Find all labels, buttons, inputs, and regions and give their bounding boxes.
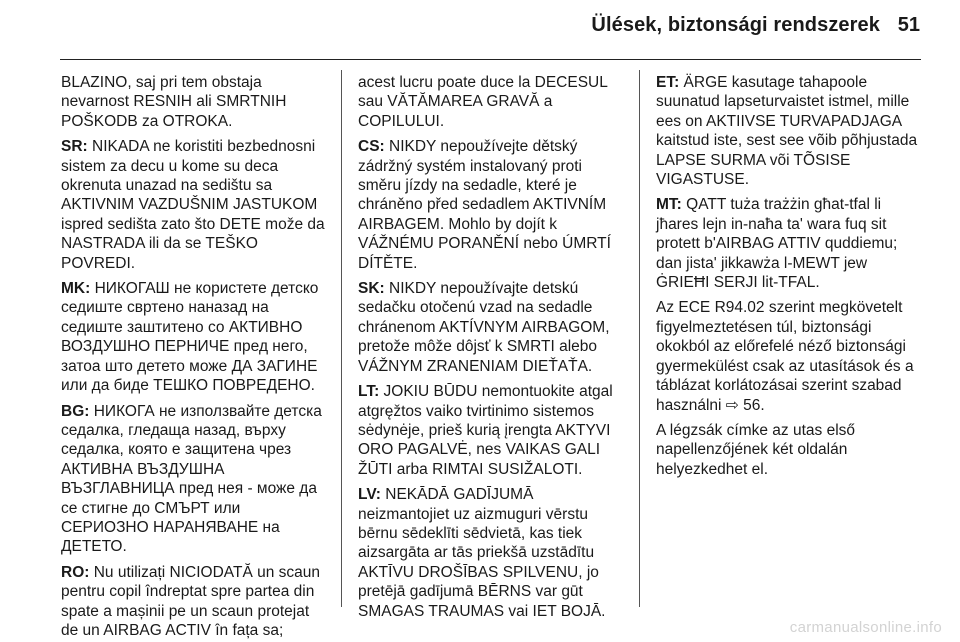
paragraph-text: НИКОГАШ не користете детско седиште свртено наназад на седиште заштитено со АКТИВНО ВОЗДУШНО ПЕРНИЧЕ пред него, затоа што детето може ДА ЗАГИНЕ или да биде ТЕШКО ПОВРЕДЕНО. — [61, 280, 319, 395]
paragraph — [358, 73, 622, 131]
paragraph — [358, 382, 622, 479]
text-column-3 — [656, 73, 924, 613]
paragraph-text: acest lucru poate duce la DECESUL sau VĂTĂMAREA GRAVĂ a COPILULUI. — [358, 74, 608, 130]
language-code: ET: — [656, 74, 680, 91]
paragraph-text: BLAZINO, saj pri tem obstaja nevarnost RESNIH ali SMRTNIH POŠKODB za OTROKA. — [61, 74, 287, 130]
language-code: BG: — [61, 402, 90, 420]
paragraph — [61, 402, 325, 557]
language-code: LV: — [358, 486, 381, 504]
language-code: RO: — [61, 563, 90, 581]
paragraph-text: NIKDY nepoužívejte dětský zádržný systém instalovaný proti směru jízdy na sedadle, které je chráněno před sedadlem AKTIVNÍM AIRBAGEM. Mohlo by dojít k VÁŽNÉMU PORANĚNÍ nebo ÚMRTÍ DÍTĚTE. — [358, 138, 611, 272]
header-rule — [60, 59, 921, 60]
watermark: carmanualsonline.info — [789, 619, 942, 636]
text-column-1 — [61, 73, 325, 639]
paragraph — [61, 137, 325, 273]
language-code: MK: — [61, 280, 91, 298]
language-code: SR: — [61, 138, 88, 156]
page-header — [0, 0, 960, 62]
paragraph-text: NEKĀDĀ GADĪJUMĀ neizmantojiet uz aizmuguri vērstu bērnu sēdeklīti sēdvietā, kas tiek aizsargāta ar tās priekšā uzstādītu AKTĪVU DROŠĪBAS SPILVENU, jo pretējā gadījumā BĒRNS var gūt SMAGAS TRAUMAS vai IET BOJĀ. — [358, 486, 606, 620]
language-code: CS: — [358, 138, 385, 156]
paragraph — [656, 73, 924, 189]
paragraph — [358, 279, 622, 376]
paragraph-text: QATT tuża trażżin għat-tfal li jħares lejn in-naħa ta' wara fuq sit protett b'AIRBAG ATTIV quddiemu; dan jista' jikkawża l-MEWT jew ĠRIEĦI SERJI lit-TFAL. — [656, 196, 898, 292]
paragraph — [61, 279, 325, 395]
paragraph — [358, 485, 622, 621]
page-title: Ülések, biztonsági rendszerek — [591, 14, 880, 36]
paragraph — [358, 137, 622, 273]
paragraph — [656, 421, 924, 479]
page-number: 51 — [897, 14, 920, 36]
language-code: LT: — [358, 383, 380, 401]
paragraph-text: НИКОГА не използвайте детска седалка, гледаща назад, върху седалка, която е защитена чрез АКТИВНА ВЪЗДУШНА ВЪЗГЛАВНИЦА пред нея - може да се стигне до СМЪРТ или СЕРИОЗНО НАРАНЯВАНЕ на ДЕТЕТО. — [61, 402, 322, 556]
paragraph — [656, 298, 924, 414]
paragraph-text: Az ECE R94.02 szerint megkövetelt figyelmeztetésen túl, biztonsági okokból az előrefelé néző biztonsági gyermekülést csak az utasítások és a táblázat korlátozásai szerint szabad használni ⇨ 56. — [656, 299, 914, 414]
paragraph-text: NIKDY nepoužívajte detskú sedačku otočenú vzad na sedadle chránenom AKTÍVNYM AIRBAGOM, pretože môže dôjsť k SMRTI alebo VÁŽNYM ZRANENIAM DIEŤAŤA. — [358, 280, 610, 375]
paragraph-text: Nu utilizați NICIODATĂ un scaun pentru copil îndreptat spre partea din spate a mașinii pe un scaun protejat de un AIRBAG ACTIV în fața sa; — [61, 563, 320, 639]
column-divider — [341, 70, 342, 607]
paragraph — [61, 73, 325, 131]
paragraph — [61, 563, 325, 641]
language-code: MT: — [656, 196, 682, 214]
paragraph-text: NIKADA ne koristiti bezbednosni sistem za decu u kome su deca okrenuta unazad na sedištu sa AKTIVNIM VAZDUŠNIM JASTUKOM ispred sedišta zato što DETE može da NASTRADA ili da se TEŠKO POVREDI. — [61, 138, 325, 272]
paragraph-text: A légzsák címke az utas első napellenzőjének két oldalán helyezkedhet el. — [656, 421, 856, 478]
paragraph-text: ÄRGE kasutage tahapoole suunatud lapseturvaistet istmel, mille ees on AKTIIVSE TURVAPADJAGA kaitstud iste, sest see võib põhjustada LAPSE SURMA või TÕSISE VIGASTUSE. — [656, 74, 918, 189]
text-column-2 — [358, 73, 622, 620]
language-code: SK: — [358, 280, 385, 298]
column-divider — [639, 70, 640, 607]
paragraph — [656, 195, 924, 292]
paragraph-text: JOKIU BŪDU nemontuokite atgal atgręžtos vaiko tvirtinimo sistemos sėdynėje, prieš kurią įrengta AKTYVI ORO PAGALVĖ, nes VAIKAS GALI ŽŪTI arba RIMTAI SUSIŽALOTI. — [358, 383, 613, 478]
